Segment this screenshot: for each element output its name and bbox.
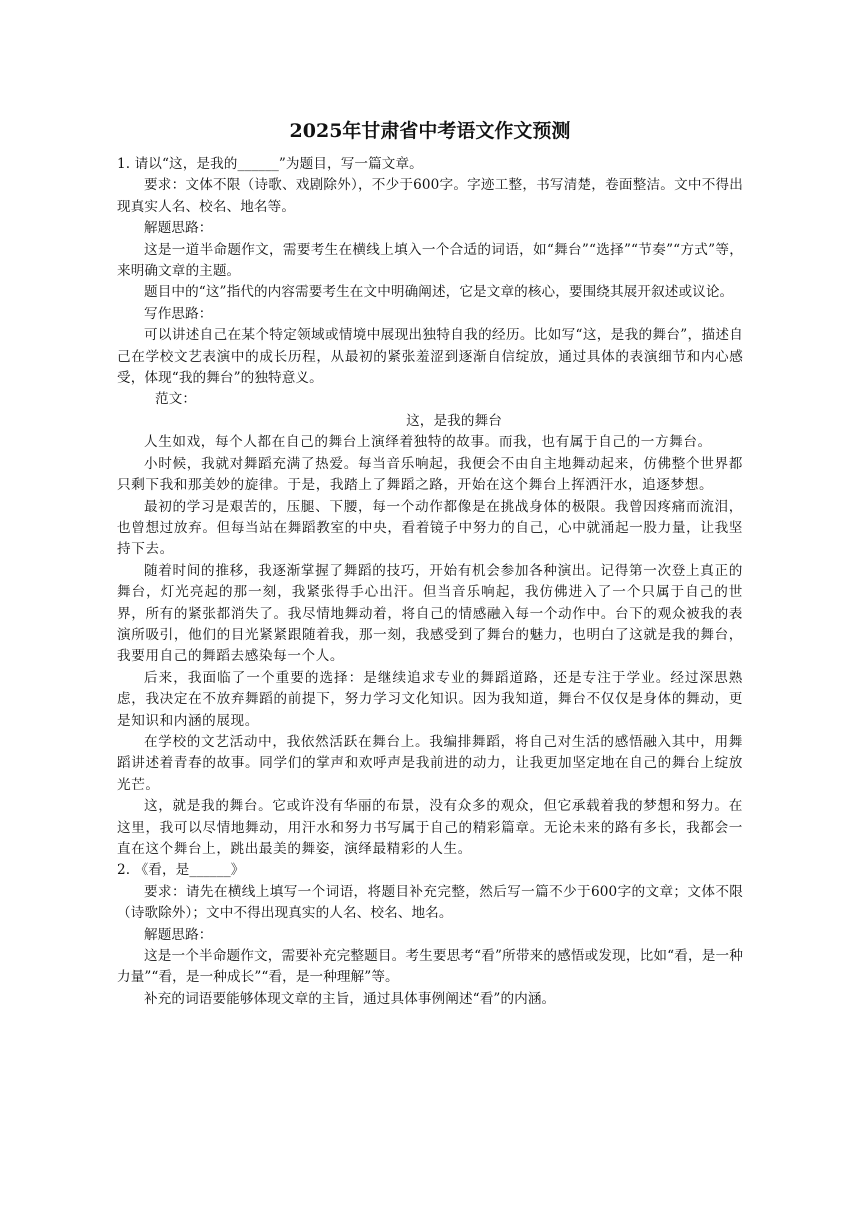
q2-requirement: 要求：请先在横线上填写一个词语，将题目补充完整，然后写一篇不少于600字的文章；文体不限（诗歌除外）；文中不得出现真实的人名、校名、地名。 xyxy=(117,883,743,922)
q2-prompt: 2. 《看，是______》 xyxy=(117,862,245,879)
essay-body xyxy=(117,432,743,860)
essay-paragraph: 最初的学习是艰苦的，压腿、下腰，每一个动作都像是在挑战身体的极限。我曾因疼痛而流泪，也曾想过放弃。但每当站在舞蹈教室的中央，看着镜子中努力的自己，心中就涌起一股力量，让我坚持下去。 xyxy=(117,498,743,558)
q1-analysis-label: 解题思路： xyxy=(144,220,213,237)
q1-requirement: 要求：文体不限（诗歌、戏剧除外），不少于600字。字迹工整，书写清楚，卷面整洁。文中不得出现真实人名、校名、地名等。 xyxy=(117,177,743,215)
essay-paragraph: 人生如戏，每个人都在自己的舞台上演绎着独特的故事。而我，也有属于自己的一方舞台。 xyxy=(144,434,712,451)
q1-writing-1: 可以讲述自己在某个特定领域或情境中展现出独特自我的经历。比如写“这，是我的舞台”，描述自己在学校文艺表演中的成长历程，从最初的紧张羞涩到逐渐自信绽放，通过具体的表演细节和内心感受，体现“我的舞台”的独特意义。 xyxy=(117,327,743,387)
q1-prompt: 1. 请以“这，是我的______”为题目，写一篇文章。 xyxy=(117,156,423,172)
essay-title: 这，是我的舞台 xyxy=(406,412,502,429)
essay-paragraph: 在学校的文艺活动中，我依然活跃在舞台上。我编排舞蹈，将自己对生活的感悟融入其中，用舞蹈讲述着青春的故事。同学们的掌声和欢呼声是我前进的动力，让我更加坚定地在自己的舞台上绽放光芒。 xyxy=(117,733,743,793)
essay-paragraph: 随着时间的推移，我逐渐掌握了舞蹈的技巧，开始有机会参加各种演出。记得第一次登上真正的舞台，灯光亮起的那一刻，我紧张得手心出汗。但当音乐响起，我仿佛进入了一个只属于自己的世界，所有的紧张都消失了。我尽情地舞动着，将自己的情感融入每一个动作中。台下的观众被我的表演所吸引，他们的目光紧紧跟随着我，那一刻，我感受到了舞台的魅力，也明白了这就是我的舞台，我要用自己的舞蹈去感染每一个人。 xyxy=(117,562,743,665)
page-title: 2025年甘肃省中考语文作文预测 xyxy=(289,120,571,142)
q1-sample-label: 范文： xyxy=(155,391,197,408)
document-body xyxy=(117,118,743,1010)
q2-analysis-1: 这是一个半命题作文，需要补充完整题目。考生要思考“看”所带来的感悟或发现，比如“看，是一种力量”“看，是一种成长”“看，是一种理解”等。 xyxy=(117,948,743,986)
q2-analysis-label: 解题思路： xyxy=(144,926,213,943)
essay-paragraph: 后来，我面临了一个重要的选择：是继续追求专业的舞蹈道路，还是专注于学业。经过深思熟虑，我决定在不放弃舞蹈的前提下，努力学习文化知识。因为我知道，舞台不仅仅是身体的舞动，更是知识和内涵的展现。 xyxy=(117,669,743,729)
essay-paragraph: 这，就是我的舞台。它或许没有华丽的布景，没有众多的观众，但它承载着我的梦想和努力。在这里，我可以尽情地舞动，用汗水和努力书写属于自己的精彩篇章。无论未来的路有多长，我都会一直在这个舞台上，跳出最美的舞姿，演绎最精彩的人生。 xyxy=(117,798,743,857)
q1-writing-label: 写作思路： xyxy=(144,305,213,322)
essay-paragraph: 小时候，我就对舞蹈充满了热爱。每当音乐响起，我便会不由自主地舞动起来，仿佛整个世界都只剩下我和那美妙的旋律。于是，我踏上了舞蹈之路，开始在这个舞台上挥洒汗水，追逐梦想。 xyxy=(117,455,743,494)
q1-analysis-2: 题目中的“这”指代的内容需要考生在文中明确阐述，它是文章的核心，要围绕其展开叙述或议论。 xyxy=(144,284,734,301)
q1-analysis-1: 这是一道半命题作文，需要考生在横线上填入一个合适的词语，如“舞台”“选择”“节奏”“方式”等，来明确文章的主题。 xyxy=(117,241,743,280)
q2-analysis-2: 补充的词语要能够体现文章的主旨，通过具体事例阐述“看”的内涵。 xyxy=(144,990,556,1007)
